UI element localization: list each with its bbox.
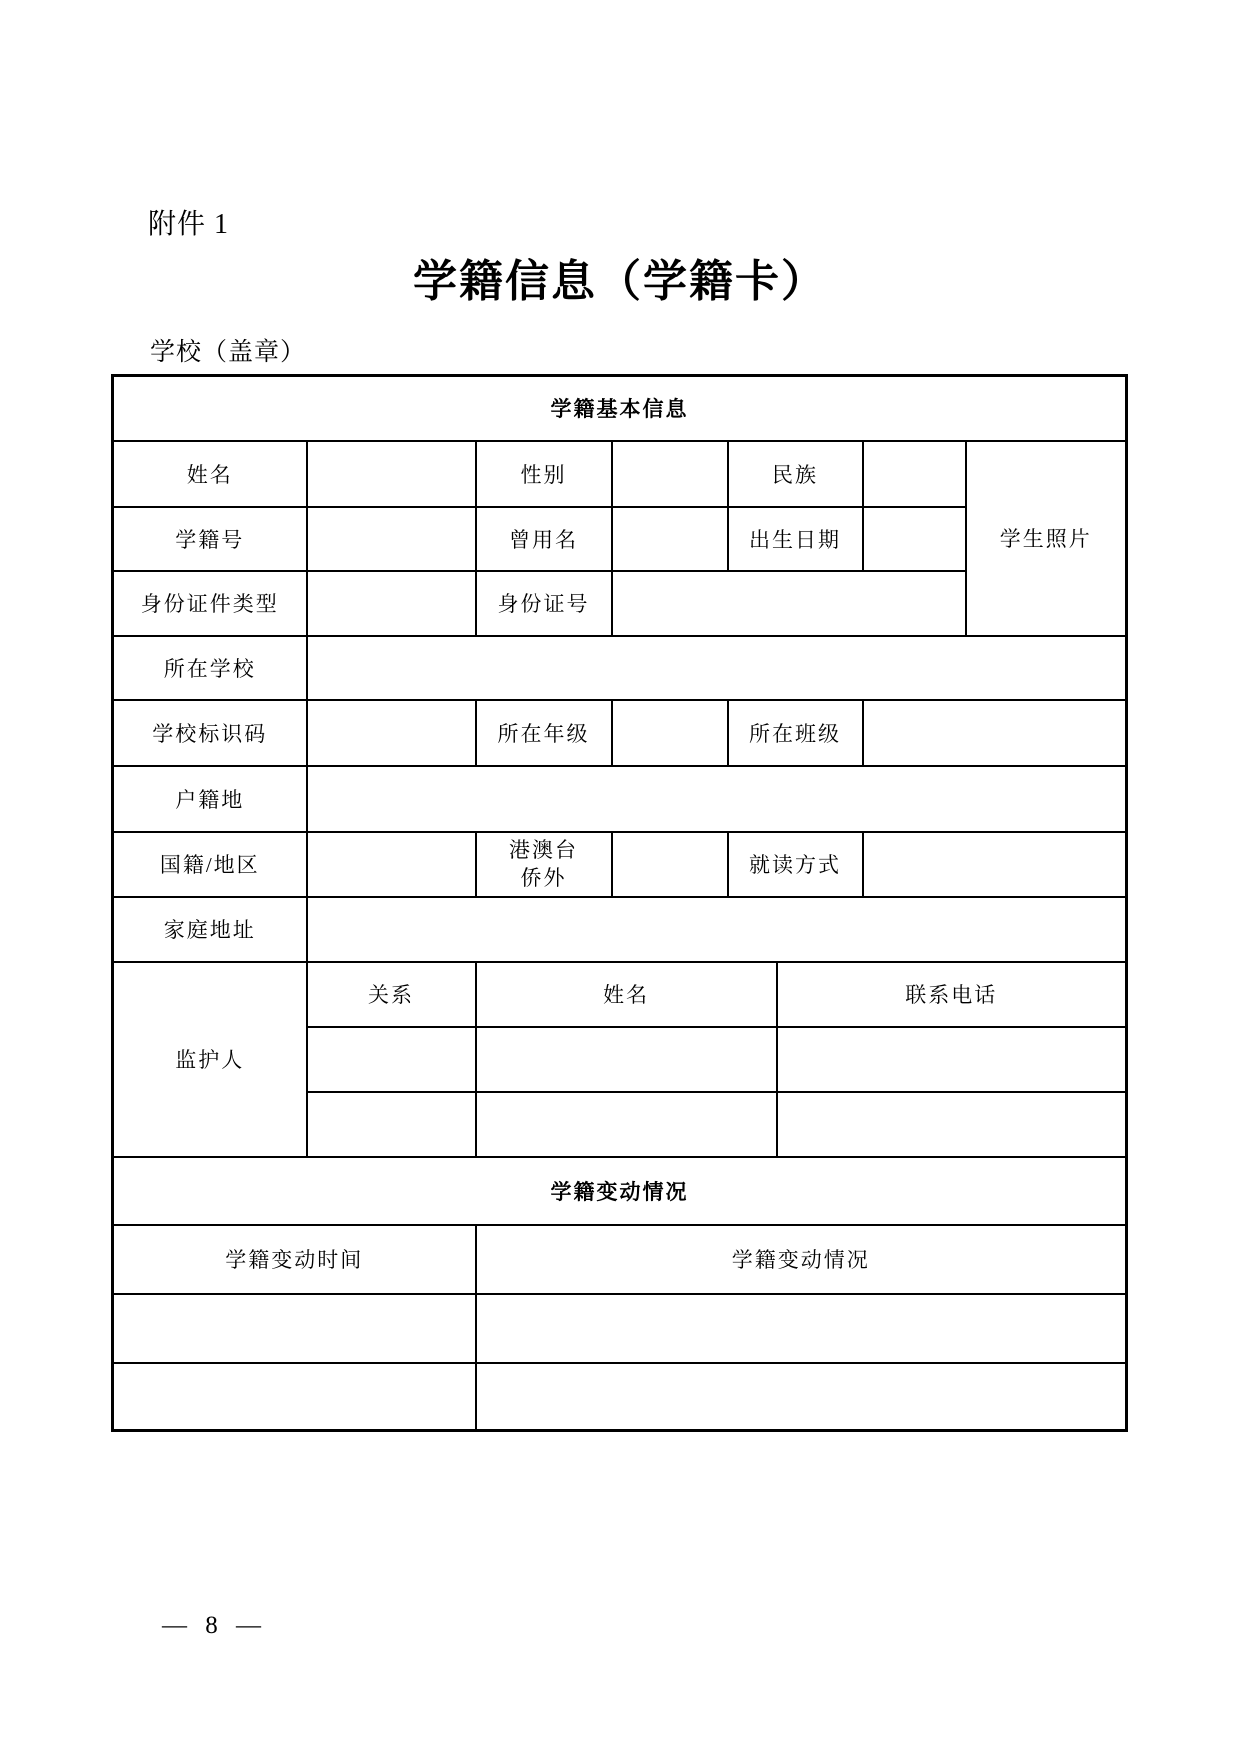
change-time-value-cell	[113, 1363, 476, 1431]
name-label: 姓名	[113, 441, 307, 507]
former-name-label: 曾用名	[476, 507, 612, 571]
change-detail-value-cell	[476, 1363, 1127, 1431]
id-number-value-cell	[612, 571, 966, 636]
page-title: 学籍信息（学籍卡）	[413, 257, 827, 306]
id-type-value-cell	[307, 571, 476, 636]
gender-label: 性别	[476, 441, 612, 507]
attachment-label: 附件 1	[148, 209, 230, 240]
grade-label: 所在年级	[476, 700, 612, 766]
change-detail-column-header: 学籍变动情况	[476, 1225, 1127, 1294]
class-label: 所在班级	[728, 700, 863, 766]
household-registration-label: 户籍地	[113, 766, 307, 832]
student-id-value-cell	[307, 507, 476, 571]
home-address-label: 家庭地址	[113, 897, 307, 962]
page-number: — 8 —	[162, 1612, 267, 1639]
class-value-cell	[863, 700, 1127, 766]
nationality-value-cell	[307, 832, 476, 897]
hmt-overseas-label-line2: 侨外	[520, 866, 567, 890]
study-mode-label: 就读方式	[728, 832, 863, 897]
nationality-label: 国籍/地区	[113, 832, 307, 897]
ethnicity-label: 民族	[728, 441, 863, 507]
guardian-name-value-cell	[476, 1092, 777, 1157]
status-change-row	[113, 1294, 1127, 1363]
hmt-overseas-label-line1: 港澳台	[509, 837, 578, 862]
student-id-label: 学籍号	[113, 507, 307, 571]
birth-date-value-cell	[863, 507, 966, 571]
current-school-value-cell	[307, 636, 1127, 700]
gender-value-cell	[612, 441, 728, 507]
change-time-value-cell	[113, 1294, 476, 1363]
school-code-value-cell	[307, 700, 476, 766]
current-school-label: 所在学校	[113, 636, 307, 700]
guardian-name-value-cell	[476, 1027, 777, 1092]
change-detail-value-cell	[476, 1294, 1127, 1363]
id-type-label: 身份证件类型	[113, 571, 307, 636]
name-value-cell	[307, 441, 476, 507]
basic-info-section-title: 学籍基本信息	[113, 376, 1127, 441]
guardian-phone-value-cell	[777, 1027, 1127, 1092]
id-number-label: 身份证号	[476, 571, 612, 636]
guardian-phone-column-header: 联系电话	[777, 962, 1127, 1027]
guardian-relation-value-cell	[307, 1027, 476, 1092]
study-mode-value-cell	[863, 832, 1127, 897]
guardian-relation-value-cell	[307, 1092, 476, 1157]
hmt-overseas-value-cell	[612, 832, 728, 897]
home-address-value-cell	[307, 897, 1127, 962]
guardian-name-column-header: 姓名	[476, 962, 777, 1027]
change-time-column-header: 学籍变动时间	[113, 1225, 476, 1294]
status-change-row	[113, 1363, 1127, 1431]
birth-date-label: 出生日期	[728, 507, 863, 571]
former-name-value-cell	[612, 507, 728, 571]
grade-value-cell	[612, 700, 728, 766]
ethnicity-value-cell	[863, 441, 966, 507]
school-code-label: 学校标识码	[113, 700, 307, 766]
guardian-relation-column-header: 关系	[307, 962, 476, 1027]
student-photo-cell: 学生照片	[966, 441, 1127, 636]
school-seal-label: 学校（盖章）	[150, 339, 307, 366]
guardian-phone-value-cell	[777, 1092, 1127, 1157]
student-status-form-table	[111, 374, 1128, 1432]
household-registration-value-cell	[307, 766, 1127, 832]
guardian-label: 监护人	[113, 962, 307, 1157]
status-change-section-title: 学籍变动情况	[113, 1157, 1127, 1225]
hmt-overseas-label	[476, 832, 612, 897]
